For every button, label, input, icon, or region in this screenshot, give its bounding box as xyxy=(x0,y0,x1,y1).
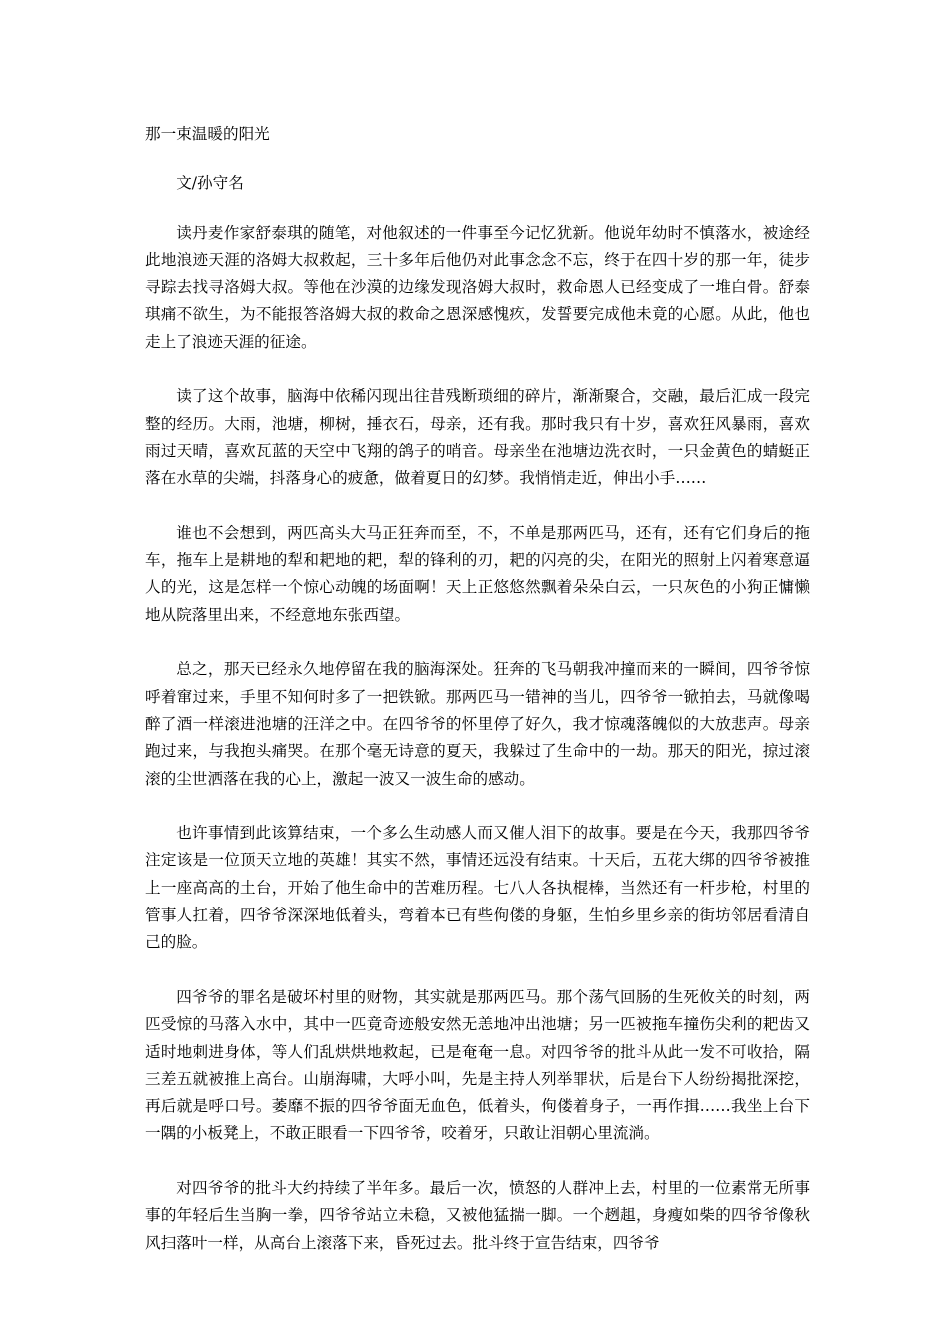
article-body xyxy=(145,220,810,1257)
article-author: 文/孙守名 xyxy=(176,174,244,193)
paragraph-2: 读了这个故事，脑海中依稀闪现出往昔残断琐细的碎片，渐渐聚合，交融，最后汇成一段完整的经历。大雨，池塘，柳树，捶衣石，母亲，还有我。那时我只有十岁，喜欢狂风暴雨，喜欢雨过天晴，喜欢瓦蓝的天空中飞翔的鸽子的哨音。母亲坐在池塘边洗衣时，一只金黄色的蜻蜓正落在水草的尖端，抖落身心的疲惫，做着夏日的幻梦。我悄悄走近，伸出小手…… xyxy=(145,387,810,488)
paragraph-4: 总之，那天已经永久地停留在我的脑海深处。狂奔的飞马朝我冲撞而来的一瞬间，四爷爷惊呼着窜过来，手里不知何时多了一把铁锨。那两匹马一错神的当儿，四爷爷一锨拍去，马就像喝醉了酒一样滚进池塘的汪洋之中。在四爷爷的怀里停了好久，我才惊魂落魄似的大放悲声。母亲跑过来，与我抱头痛哭。在那个毫无诗意的夏天，我躲过了生命中的一劫。那天的阳光，掠过滚滚的尘世洒落在我的心上，激起一波又一波生命的感动。 xyxy=(145,660,810,788)
paragraph-5: 也许事情到此该算结束，一个多么生动感人而又催人泪下的故事。要是在今天，我那四爷爷注定该是一位顶天立地的英雄！其实不然，事情还远没有结束。十天后，五花大绑的四爷爷被推上一座高高的土台，开始了他生命中的苦难历程。七八人各执棍棒，当然还有一杆步枪，村里的管事人扛着，四爷爷深深地低着头，弯着本已有些佝偻的身躯，生怕乡里乡亲的街坊邻居看清自己的脸。 xyxy=(145,824,810,952)
article-title: 那一束温暖的阳光 xyxy=(145,125,270,143)
paragraph-7: 对四爷爷的批斗大约持续了半年多。最后一次，愤怒的人群冲上去，村里的一位素常无所事事的年轻后生当胸一拳，四爷爷站立未稳，又被他猛揣一脚。一个趔趄，身瘦如柴的四爷爷像秋风扫落叶一样，从高台上滚落下来，昏死过去。批斗终于宣告结束，四爷爷 xyxy=(145,1178,810,1252)
paragraph-3: 谁也不会想到，两匹高头大马正狂奔而至，不，不单是那两匹马，还有，还有它们身后的拖车，拖车上是耕地的犁和耙地的耙，犁的锋利的刃，耙的闪亮的尖，在阳光的照射上闪着寒意逼人的光，这是怎样一个惊心动魄的场面啊！天上正悠悠然飘着朵朵白云，一只灰色的小狗正慵懒地从院落里出来，不经意地东张西望。 xyxy=(145,523,810,624)
paragraph-6: 四爷爷的罪名是破坏村里的财物，其实就是那两匹马。那个荡气回肠的生死攸关的时刻，两匹受惊的马落入水中，其中一匹竟奇迹般安然无恙地冲出池塘；另一匹被拖车撞伤尖利的耙齿又适时地刺进身体，等人们乱烘烘地救起，已是奄奄一息。对四爷爷的批斗从此一发不可收拾，隔三差五就被推上高台。山崩海啸，大呼小叫，先是主持人列举罪状，后是台下人纷纷揭批深挖，再后就是呼口号。萎靡不振的四爷爷面无血色，低着头，佝偻着身子，一再作揖……我坐上台下一隅的小板凳上，不敢正眼看一下四爷爷，咬着牙，只敢让泪朝心里流淌。 xyxy=(145,987,810,1143)
paragraph-1: 读丹麦作家舒泰琪的随笔，对他叙述的一件事至今记忆犹新。他说年幼时不慎落水，被途经此地浪迹天涯的洛姆大叔救起，三十多年后他仍对此事念念不忘，终于在四十岁的那一年，徒步寻踪去找寻洛姆大叔。等他在沙漠的边缘发现洛姆大叔时，救命恩人已经变成了一堆白骨。舒泰琪痛不欲生，为不能报答洛姆大叔的救命之恩深感愧疚，发誓要完成他未竟的心愿。从此，他也走上了浪迹天涯的征途。 xyxy=(145,223,810,351)
article xyxy=(145,121,810,1257)
